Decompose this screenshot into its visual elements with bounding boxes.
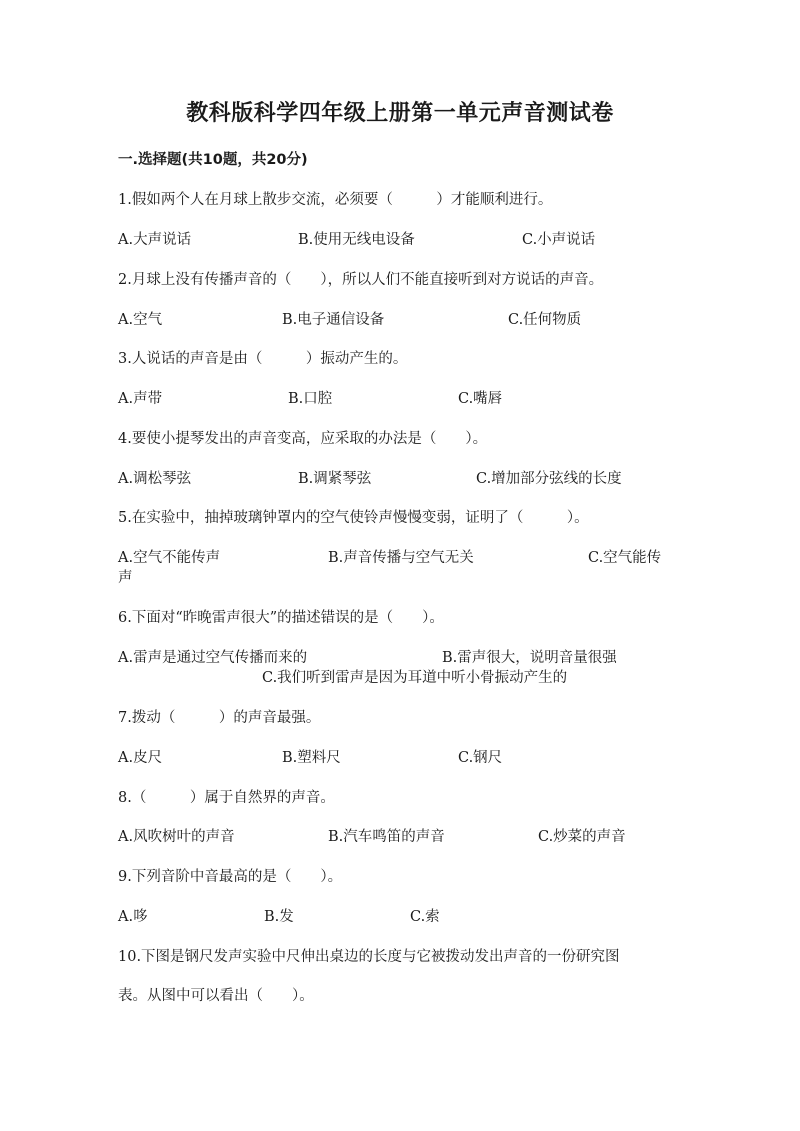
option-a: A.调松琴弦 [118,471,192,487]
option-a: A.雷声是通过空气传播而来的 [118,650,308,666]
option-b: B.声音传播与空气无关 [328,550,474,566]
option-c: C.我们听到雷声是因为耳道中听小骨振动产生的 [262,670,568,686]
question-stem: 7.拨动（ ）的声音最强。 [118,710,321,726]
option-a: A.空气不能传声 [118,550,221,566]
question-stem-continued: 表。从图中可以看出（ ）。 [118,988,314,1004]
option-a: A.风吹树叶的声音 [118,829,235,845]
question-stem: 6.下面对“昨晚雷声很大”的描述错误的是（ ）。 [118,610,444,626]
option-c: C.任何物质 [508,312,582,328]
option-c: C.索 [410,909,440,925]
question-stem: 1.假如两个人在月球上散步交流，必须要（ ）才能顺利进行。 [118,192,553,208]
question-stem: 3.人说话的声音是由（ ）振动产生的。 [118,351,408,367]
option-a: A.皮尺 [118,750,163,766]
question-stem: 4.要使小提琴发出的声音变高，应采取的办法是（ ）。 [118,431,488,447]
option-a: A.空气 [118,312,163,328]
question-stem: 5.在实验中，抽掉玻璃钟罩内的空气使铃声慢慢变弱，证明了（ ）。 [118,510,589,526]
option-c: C.小声说话 [522,232,596,248]
option-c: C.炒菜的声音 [538,829,626,845]
question-stem: 9.下列音阶中音最高的是（ ）。 [118,869,343,885]
question-stem: 8.（ ）属于自然界的声音。 [118,790,335,806]
option-c: C.嘴唇 [458,391,503,407]
question-stem: 2.月球上没有传播声音的（ ），所以人们不能直接听到对方说话的声音。 [118,272,604,288]
option-a: A.哆 [118,909,148,925]
option-b: B.汽车鸣笛的声音 [328,829,445,845]
option-b: B.使用无线电设备 [298,232,415,248]
option-a: A.大声说话 [118,232,192,248]
page-title: 教科版科学四年级上册第一单元声音测试卷 [186,101,614,126]
option-c-wrap: 声 [118,570,133,586]
option-c: C.空气能传 [588,550,662,566]
option-b: B.电子通信设备 [282,312,385,328]
option-b: B.调紧琴弦 [298,471,372,487]
option-c: C.钢尺 [458,750,503,766]
option-b: B.塑料尺 [282,750,341,766]
option-b: B.雷声很大，说明音量很强 [442,650,617,666]
option-b: B.口腔 [288,391,333,407]
option-c: C.增加部分弦线的长度 [476,471,622,487]
option-b: B.发 [264,909,294,925]
section-heading: 一.选择题(共10题，共20分) [118,152,308,168]
question-stem: 10.下图是钢尺发声实验中尺伸出桌边的长度与它被拨动发出声音的一份研究图 [118,949,620,965]
option-a: A.声带 [118,391,163,407]
